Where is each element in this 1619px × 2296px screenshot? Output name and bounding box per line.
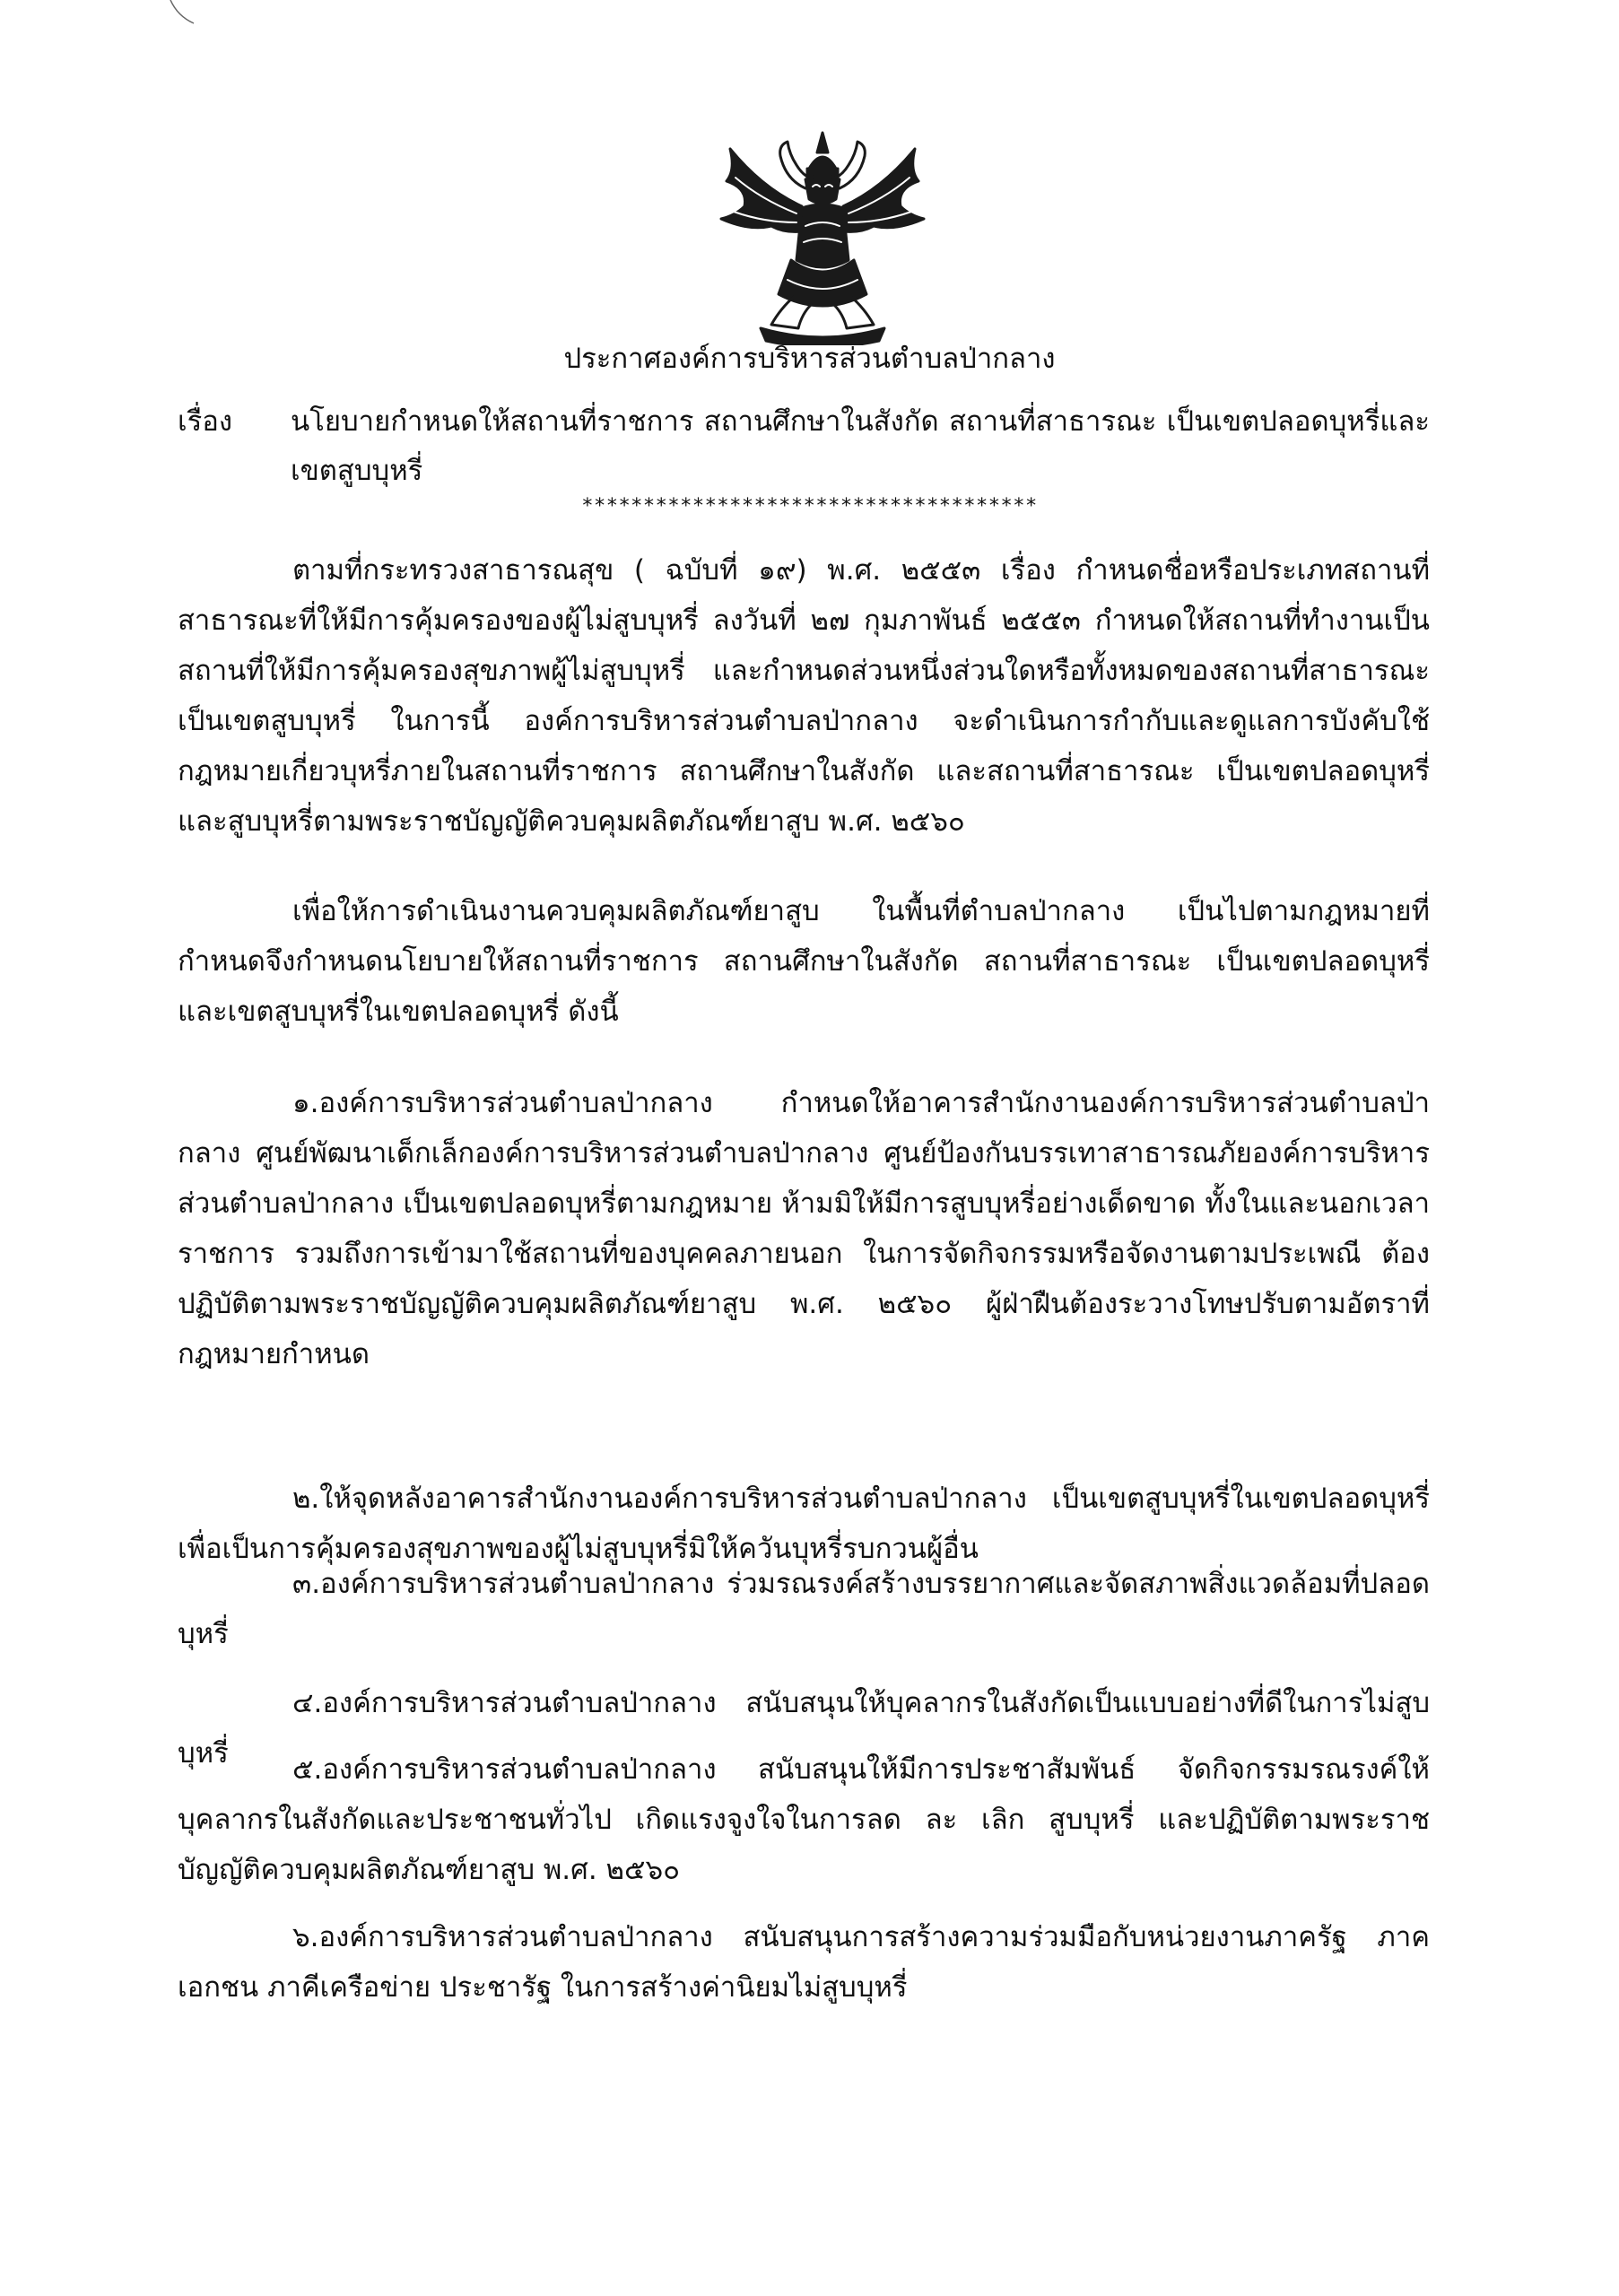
document-title: ประกาศองค์การบริหารส่วนตำบลป่ากลาง [563, 343, 1056, 375]
separator-line: ************************************* [581, 495, 1038, 517]
paragraph-item-2: ๒.ให้จุดหลังอาคารสำนักงานองค์การบริหารส่วนตำบลป่ากลาง เป็นเขตสูบบุหรี่ในเขตปลอดบุหรี่เพื่อเป็นการคุ้มครองสุขภาพของผู้ไม่สูบบุหรี่มิให้ควันบุหรี่รบกวนผู้อื่น [178, 1483, 1430, 1565]
paragraph-item-6: ๖.องค์การบริหารส่วนตำบลป่ากลาง สนับสนุนการสร้างความร่วมมือกับหน่วยงานภาครัฐ ภาคเอกชน ภาคีเครือข่าย ประชารัฐ ในการสร้างค่านิยมไม่สูบบุหรี่ [178, 1921, 1430, 2004]
paragraph-item-1: ๑.องค์การบริหารส่วนตำบลป่ากลาง กำหนดให้อาคารสำนักงานองค์การบริหารส่วนตำบลป่ากลาง ศูนย์พัฒนาเด็กเล็กองค์การบริหารส่วนตำบลป่ากลาง ศูนย์ป้องกันบรรเทาสาธารณภัยองค์การบริหารส่วนตำบลป่ากลาง เป็นเขตปลอดบุหรี่ตามกฎหมาย ห้ามมิให้มีการสูบบุหรี่อย่างเด็ดขาด ทั้งในและนอกเวลาราชการ รวมถึงการเข้ามาใช้สถานที่ของบุคคลภายนอก ในการจัดกิจกรรมหรือจัดงานตามประเพณี ต้องปฏิบัติตามพระราชบัญญัติควบคุมผลิตภัณฑ์ยาสูบ พ.ศ. ๒๕๖๐ ผู้ฝ่าฝืนต้องระวางโทษปรับตามอัตราที่กฎหมายกำหนด [178, 1087, 1430, 1370]
paragraph-item-3: ๓.องค์การบริหารส่วนตำบลป่ากลาง ร่วมรณรงค์สร้างบรรยากาศและจัดสภาพสิ่งแวดล้อมที่ปลอดบุหรี่ [178, 1568, 1430, 1650]
paragraph-intro: ตามที่กระทรวงสาธารณสุข ( ฉบับที่ ๑๙) พ.ศ. ๒๕๕๓ เรื่อง กำหนดชื่อหรือประเภทสถานที่สาธารณะที่ให้มีการคุ้มครองของผู้ไม่สูบบุหรี่ ลงวันที่ ๒๗ กุมภาพันธ์ ๒๕๕๓ กำหนดให้สถานที่ทำงานเป็นสถานที่ให้มีการคุ้มครองสุขภาพผู้ไม่สูบบุหรี่ และกำหนดส่วนหนึ่งส่วนใดหรือทั้งหมดของสถานที่สาธารณะเป็นเขตสูบบุหรี่ ในการนี้ องค์การบริหารส่วนตำบลป่ากลาง จะดำเนินการกำกับและดูแลการบังคับใช้กฎหมายเกี่ยวบุหรี่ภายในสถานที่ราชการ สถานศึกษาในสังกัด และสถานที่สาธารณะ เป็นเขตปลอดบุหรี่และสูบบุหรี่ตามพระราชบัญญัติควบคุมผลิตภัณฑ์ยาสูบ พ.ศ. ๒๕๖๐ [178, 554, 1430, 838]
paragraph-item-4: ๔.องค์การบริหารส่วนตำบลป่ากลาง สนับสนุนให้บุคลากรในสังกัดเป็นแบบอย่างที่ดีในการไม่สูบบุหรี่ [178, 1687, 1430, 1770]
paragraph-purpose: เพื่อให้การดำเนินงานควบคุมผลิตภัณฑ์ยาสูบ ในพื้นที่ตำบลป่ากลาง เป็นไปตามกฎหมายที่กำหนดจึงกำหนดนโยบายให้สถานที่ราชการ สถานศึกษาในสังกัด สถานที่สาธารณะ เป็นเขตปลอดบุหรี่และเขตสูบบุหรี่ในเขตปลอดบุหรี่ ดังนี้ [178, 895, 1430, 1028]
paragraph-item-5: ๕.องค์การบริหารส่วนตำบลป่ากลาง สนับสนุนให้มีการประชาสัมพันธ์ จัดกิจกรรมรณรงค์ให้บุคลากรในสังกัดและประชาชนทั่วไป เกิดแรงจูงใจในการลด ละ เลิก สูบบุหรี่ และปฏิบัติตามพระราชบัญญัติควบคุมผลิตภัณฑ์ยาสูบ พ.ศ. ๒๕๖๐ [178, 1753, 1430, 1886]
scan-mark-icon [169, 0, 222, 27]
subject-text: นโยบายกำหนดให้สถานที่ราชการ สถานศึกษาในสังกัด สถานที่สาธารณะ เป็นเขตปลอดบุหรี่และเขตสูบบุหรี่ [291, 405, 1430, 487]
garuda-emblem-icon [709, 126, 937, 345]
subject-label: เรื่อง [178, 405, 233, 438]
